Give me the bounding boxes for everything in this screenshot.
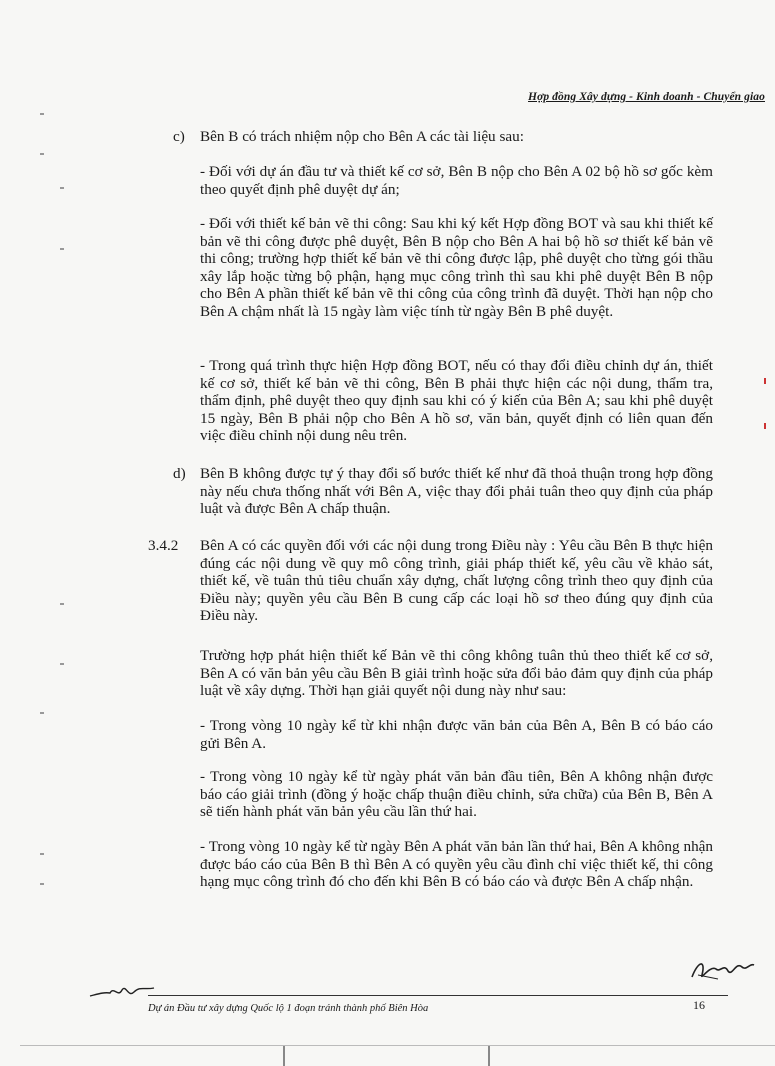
section-342-paragraph-5: - Trong vòng 10 ngày kể từ ngày Bên A phát văn bản lần thứ hai, Bên A không nhận được báo cáo của Bên B thì Bên A có quyền yêu cầu đình chỉ việc thiết kế, thi công hạng mục công trình đó cho đến khi Bên B có báo cáo và được Bên A chấp nhận. [200,838,713,891]
scan-speck [60,248,64,250]
item-c-paragraph-2: - Đối với thiết kế bản vẽ thi công: Sau khi ký kết Hợp đồng BOT và sau khi thiết kế bản vẽ thi công được phê duyệt, Bên B nộp cho Bên A hai bộ hồ sơ thiết kế bản vẽ thi công; trường hợp thiết kế bản vẽ thi công được lập, phê duyệt cho từng gói thầu xây lắp hoặc từng bộ phận, hạng mục công trình thì sau khi phê duyệt Bên B nộp cho Bên A phần thiết kế bản vẽ thi công của công trình đã duyệt. Thời hạn nộp cho Bên A chậm nhất là 15 ngày làm việc tính từ ngày Bên B phê duyệt. [200,215,713,320]
section-342-text: Bên A có các quyền đối với các nội dung trong Điều này : Yêu cầu Bên B thực hiện đúng các nội dung về quy mô công trình, giải pháp thiết kế, yêu cầu về khảo sát, thiết kế, về tuân thủ tiêu chuẩn xây dựng, chất lượng công trình theo quy định của Điều này; quyền yêu cầu Bên B cung cấp các loại hồ sơ theo đúng quy định của Điều này. [200,537,713,625]
scan-edge-mark-left [283,1046,285,1066]
scan-speck [40,113,44,115]
footer-project-name: Dự án Đầu tư xây dựng Quốc lộ 1 đoạn tránh thành phố Biên Hòa [148,1003,429,1014]
item-d-label: d) [173,465,186,482]
scan-edge-mark-right [488,1046,490,1066]
scan-speck [60,603,64,605]
scan-speck [40,853,44,855]
scan-edge-line [20,1045,775,1046]
item-c-label: c) [173,128,185,145]
section-342-paragraph-3: - Trong vòng 10 ngày kể từ khi nhận được văn bản của Bên A, Bên B có báo cáo gửi Bên A. [200,717,713,752]
page-header: Hợp đồng Xây dựng - Kinh doanh - Chuyển giao [528,91,765,103]
section-342-label: 3.4.2 [148,537,179,554]
scan-speck [40,712,44,714]
scan-speck [60,663,64,665]
section-342-paragraph-4: - Trong vòng 10 ngày kể từ ngày phát văn bản đầu tiên, Bên A không nhận được báo cáo giải trình (đồng ý hoặc chấp thuận điều chỉnh, sửa chữa) của Bên B, Bên A sẽ tiến hành phát văn bản yêu cầu lần thứ hai. [200,768,713,821]
scan-speck [40,153,44,155]
scan-speck [40,883,44,885]
footer-divider [148,995,728,996]
scan-speck [764,423,766,429]
signature-mark [688,955,758,985]
page-number: 16 [693,998,705,1012]
item-d-text: Bên B không được tự ý thay đổi số bước thiết kế như đã thoả thuận trong hợp đồng này nếu chưa thống nhất với Bên A, việc thay đổi phải tuân theo quy định của pháp luật và được Bên A chấp thuận. [200,465,713,518]
item-c-paragraph-1: - Đối với dự án đầu tư và thiết kế cơ sở, Bên B nộp cho Bên A 02 bộ hồ sơ gốc kèm theo quyết định phê duyệt dự án; [200,163,713,198]
scan-speck [60,187,64,189]
item-c-paragraph-3: - Trong quá trình thực hiện Hợp đồng BOT, nếu có thay đổi điều chỉnh dự án, thiết kế cơ sở, thiết kế bản vẽ thi công, Bên B phải thực hiện các nội dung, thẩm tra, thẩm định, phê duyệt theo quy định sau khi có ý kiến của Bên A; sau khi phê duyệt 15 ngày, Bên B phải nộp cho Bên A hồ sơ, văn bản, quyết định có liên quan đến việc điều chỉnh nội dung nêu trên. [200,357,713,445]
section-342-paragraph-2: Trường hợp phát hiện thiết kế Bản vẽ thi công không tuân thủ theo thiết kế cơ sở, Bên A có văn bản yêu cầu Bên B giải trình hoặc sửa đổi bảo đảm quy định của pháp luật về xây dựng. Thời hạn giải quyết nội dung này như sau: [200,647,713,700]
scan-speck [764,378,766,384]
item-c-intro: Bên B có trách nhiệm nộp cho Bên A các tài liệu sau: [200,128,524,145]
